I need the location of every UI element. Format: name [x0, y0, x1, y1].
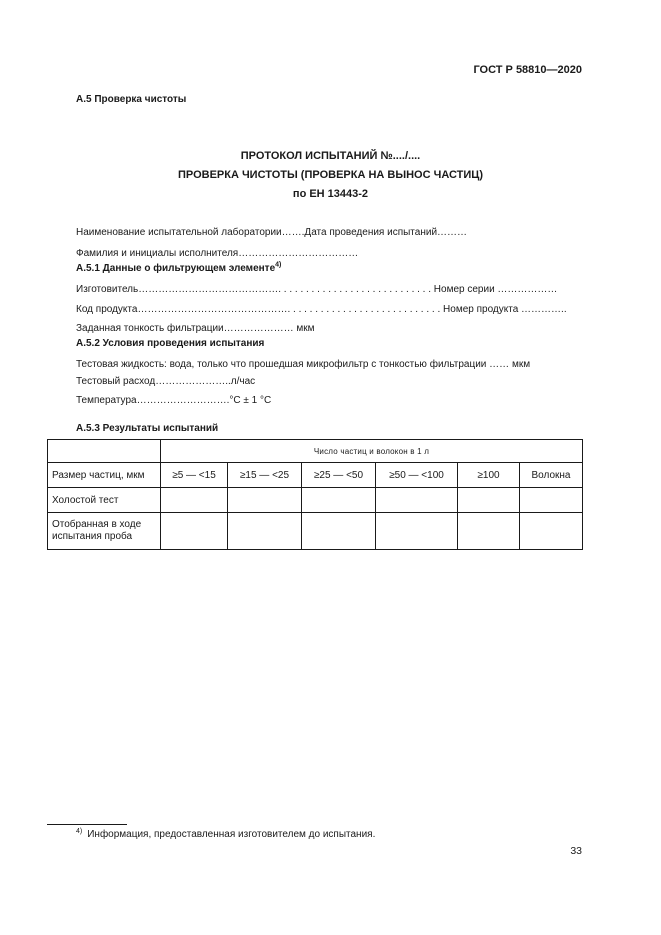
- filtration-fineness-field: Заданная тонкость фильтрации………………… мкм: [76, 323, 315, 334]
- page-number: 33: [570, 845, 582, 857]
- column-header: ≥5 — <15: [161, 463, 228, 488]
- table-cell: [376, 488, 458, 513]
- manufacturer-field: Изготовитель……………………………………. . . . . . . . . . . . . . . . . . . . . . . . . . . . Номер серии ………………: [76, 284, 558, 295]
- table-header-row: [48, 463, 583, 488]
- test-flow-field: Тестовый расход…………………..л/час: [76, 376, 256, 387]
- footnote-divider: [47, 824, 127, 825]
- footnote: [76, 829, 375, 840]
- row-label: Отобранная в ходе испытания проба: [48, 513, 161, 550]
- column-header: ≥15 — <25: [228, 463, 302, 488]
- table-cell: [520, 488, 583, 513]
- table-cell: [458, 488, 520, 513]
- section-a53-title: А.5.3 Результаты испытаний: [76, 423, 219, 434]
- protocol-title-line2: ПРОВЕРКА ЧИСТОТЫ (ПРОВЕРКА НА ВЫНОС ЧАСТИЦ): [177, 169, 484, 181]
- product-code-field: Код продукта………………………………………. . . . . . . . . . . . . . . . . . . . . . . . . . . . Номер продукта …………..: [76, 304, 567, 315]
- table-cell: [228, 513, 302, 550]
- operator-field: Фамилия и инициалы исполнителя………………………………: [76, 248, 359, 259]
- table-cell: [302, 513, 376, 550]
- table-row: [48, 513, 583, 550]
- footnote-ref: 4): [275, 261, 282, 269]
- table-row: [48, 488, 583, 513]
- temperature-field: Температура……………………….°С ± 1 °С: [76, 395, 272, 406]
- group-header-cell: Число частиц и волокон в 1 л: [161, 440, 583, 463]
- section-a5-title: А.5 Проверка чистоты: [76, 94, 187, 105]
- table-cell: [458, 513, 520, 550]
- column-header: ≥50 — <100: [376, 463, 458, 488]
- lab-and-date-field: Наименование испытательной лаборатории…….Дата проведения испытаний………: [76, 227, 468, 238]
- section-a51-title-text: А.5.1 Данные о фильтрующем элементе: [76, 263, 276, 274]
- column-header: Волокна: [520, 463, 583, 488]
- row-label: Холостой тест: [48, 488, 161, 513]
- section-a52-title: А.5.2 Условия проведения испытания: [76, 338, 265, 349]
- table-cell: [161, 513, 228, 550]
- footnote-mark: 4): [76, 827, 83, 835]
- table-cell: [228, 488, 302, 513]
- table-cell: [376, 513, 458, 550]
- test-liquid-field: Тестовая жидкость: вода, только что прошедшая микрофильтр с тонкостью фильтрации …… мкм: [76, 359, 531, 370]
- protocol-title-line3: по ЕН 13443-2: [292, 188, 369, 200]
- table-corner-cell: [48, 440, 161, 463]
- table-cell: [520, 513, 583, 550]
- column-header: Размер частиц, мкм: [48, 463, 161, 488]
- table-cell: [302, 488, 376, 513]
- results-table: [47, 439, 583, 550]
- footnote-text: Информация, предоставленная изготовителем до испытания.: [87, 829, 376, 840]
- document-header: ГОСТ Р 58810—2020: [473, 64, 582, 76]
- section-a51-title: [76, 263, 281, 274]
- column-header: ≥100: [458, 463, 520, 488]
- table-cell: [161, 488, 228, 513]
- protocol-title-line1: ПРОТОКОЛ ИСПЫТАНИЙ №..../....: [240, 150, 421, 162]
- column-header: ≥25 — <50: [302, 463, 376, 488]
